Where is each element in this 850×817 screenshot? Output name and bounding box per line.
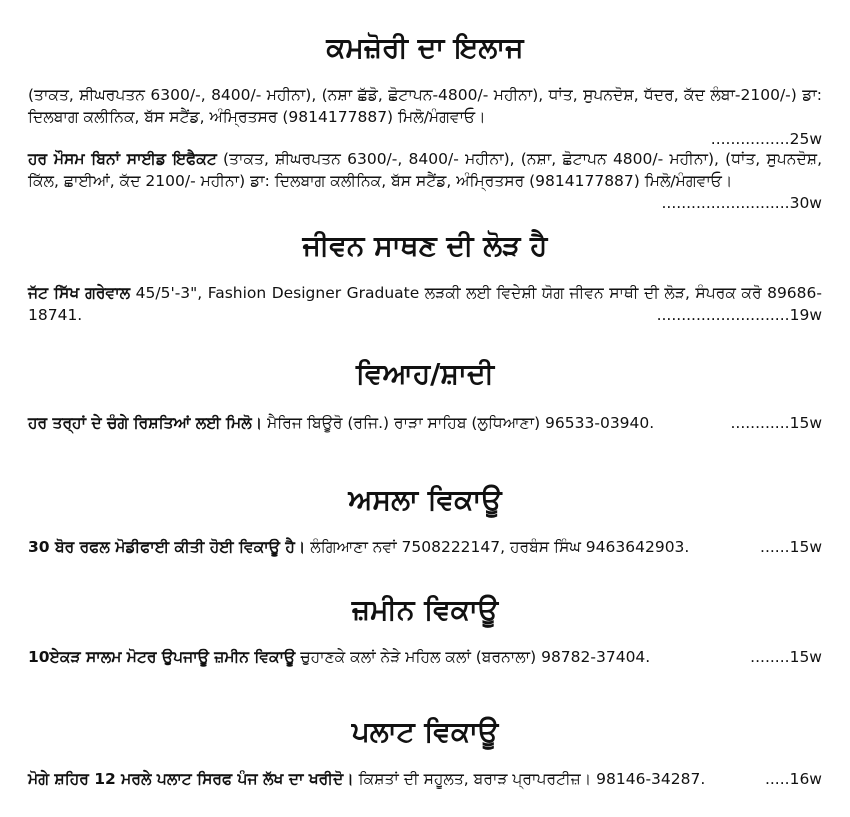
- ad-price: ........15w: [750, 648, 822, 666]
- section-title-jeevan-saathan: ਜੀਵਨ ਸਾਥਣ ਦੀ ਲੋੜ ਹੈ: [302, 229, 548, 262]
- ad-text: ਮੈਰਿਜ ਬਿਊਰੋ (ਰਜਿ.) ਰਾੜਾ ਸਾਹਿਬ (ਲੁਧਿਆਣਾ) 96533-03940.: [262, 414, 655, 432]
- ad-text: ਕਿਸ਼ਤਾਂ ਦੀ ਸਹੂਲਤ, ਬਰਾੜ ਪ੍ਰਾਪਰਟੀਜ਼। 98146-34287.: [353, 770, 706, 788]
- ad-lead: ਮੋਗੇ ਸ਼ਹਿਰ 12 ਮਰਲੇ ਪਲਾਟ ਸਿਰਫ ਪੰਜ ਲੱਖ ਦਾ ਖਰੀਦੋ।: [28, 770, 354, 788]
- section-title-kamzori: ਕਮਜ਼ੋਰੀ ਦਾ ਇਲਾਜ: [326, 31, 524, 64]
- section-title-viah-shaadi: ਵਿਆਹ/ਸ਼ਾਦੀ: [355, 357, 495, 390]
- ad-price: ................25w: [710, 130, 822, 148]
- classified-ad: [28, 536, 822, 558]
- section-title-asla-vikau: ਅਸਲਾ ਵਿਕਾਊ: [348, 483, 502, 516]
- classified-ad: [28, 84, 822, 150]
- ad-text: (ਤਾਕਤ, ਸ਼ੀਘਰਪਤਨ 6300/-, 8400/- ਮਹੀਨਾ), (ਨਸ਼ਾ ਛੱਡੋ, ਛੋਟਾਪਨ-4800/- ਮਹੀਨਾ), ਧਾਂਤ, ਸੁਪਨਦੋਸ਼, ਧੱਦਰ, ਕੱਦ ਲੰਬਾ-2100/-) ਡਾ: ਦਿਲਬਾਗ ਕਲੀਨਿਕ, ਬੱਸ ਸਟੈਂਡ, ਅੰਮ੍ਰਿਤਸਰ (9814177887) ਮਿਲੋ/ਮੰਗਵਾਓ।: [28, 86, 822, 126]
- ad-price: .....16w: [764, 770, 822, 788]
- section-title-zameen-vikau: ਜ਼ਮੀਨ ਵਿਕਾਊ: [351, 593, 499, 626]
- ad-price: ...........................19w: [656, 306, 822, 324]
- classified-ad: [28, 646, 822, 668]
- classified-ad: [28, 768, 822, 790]
- ad-text: ਲੰਗਿਆਣਾ ਨਵਾਂ 7508222147, ਹਰਬੰਸ ਸਿੰਘ 9463642903.: [305, 538, 690, 556]
- classified-ad: [28, 412, 822, 434]
- ad-price: ......15w: [760, 538, 822, 556]
- ad-lead: 30 ਬੋਰ ਰਫਲ ਮੋਡੀਫਾਈ ਕੀਤੀ ਹੋਈ ਵਿਕਾਊ ਹੈ।: [28, 538, 306, 556]
- ad-text: (ਤਾਕਤ, ਸ਼ੀਘਰਪਤਨ 6300/-, 8400/- ਮਹੀਨਾ), (ਨਸ਼ਾ, ਛੋਟਾਪਨ 4800/- ਮਹੀਨਾ), (ਧਾਂਤ, ਸੁਪਨਦੋਸ਼, ਕਿੱਲ, ਛਾਈਆਂ, ਕੱਦ 2100/- ਮਹੀਨਾ) ਡਾ: ਦਿਲਬਾਗ ਕਲੀਨਿਕ, ਬੱਸ ਸਟੈਂਡ, ਅੰਮ੍ਰਿਤਸਰ (9814177887) ਮਿਲੋ/ਮੰਗਵਾਓ।: [28, 150, 823, 190]
- ad-lead: ਹਰ ਮੌਸਮ ਬਿਨਾਂ ਸਾਈਡ ਇਫੈਕਟ: [28, 150, 217, 168]
- ad-text: ਚੁਹਾਣਕੇ ਕਲਾਂ ਨੇੜੇ ਮਹਿਲ ਕਲਾਂ (ਬਰਨਾਲਾ) 98782-37404.: [295, 648, 651, 666]
- ad-lead: ਹਰ ਤਰ੍ਹਾਂ ਦੇ ਚੰਗੇ ਰਿਸ਼ਤਿਆਂ ਲਈ ਮਿਲੋ।: [28, 414, 263, 432]
- ad-price: ............15w: [730, 414, 822, 432]
- ad-lead: ਜੱਟ ਸਿੱਖ ਗਰੇਵਾਲ: [28, 284, 131, 302]
- classified-ad: [28, 282, 822, 326]
- ad-text: 45/5'-3", Fashion Designer Graduate ਲੜਕੀ ਲਈ ਵਿਦੇਸ਼ੀ ਯੋਗ ਜੀਵਨ ਸਾਥੀ ਦੀ ਲੋੜ, ਸੰਪਰਕ ਕਰੋ 89686-18741.: [28, 284, 822, 324]
- classified-ad: [28, 148, 822, 214]
- section-title-plot-vikau: ਪਲਾਟ ਵਿਕਾਊ: [351, 715, 499, 748]
- ad-price: ..........................30w: [661, 194, 822, 212]
- ad-lead: 10ਏਕੜ ਸਾਲਮ ਮੋਟਰ ਉਪਜਾਊ ਜ਼ਮੀਨ ਵਿਕਾਊ: [28, 648, 296, 666]
